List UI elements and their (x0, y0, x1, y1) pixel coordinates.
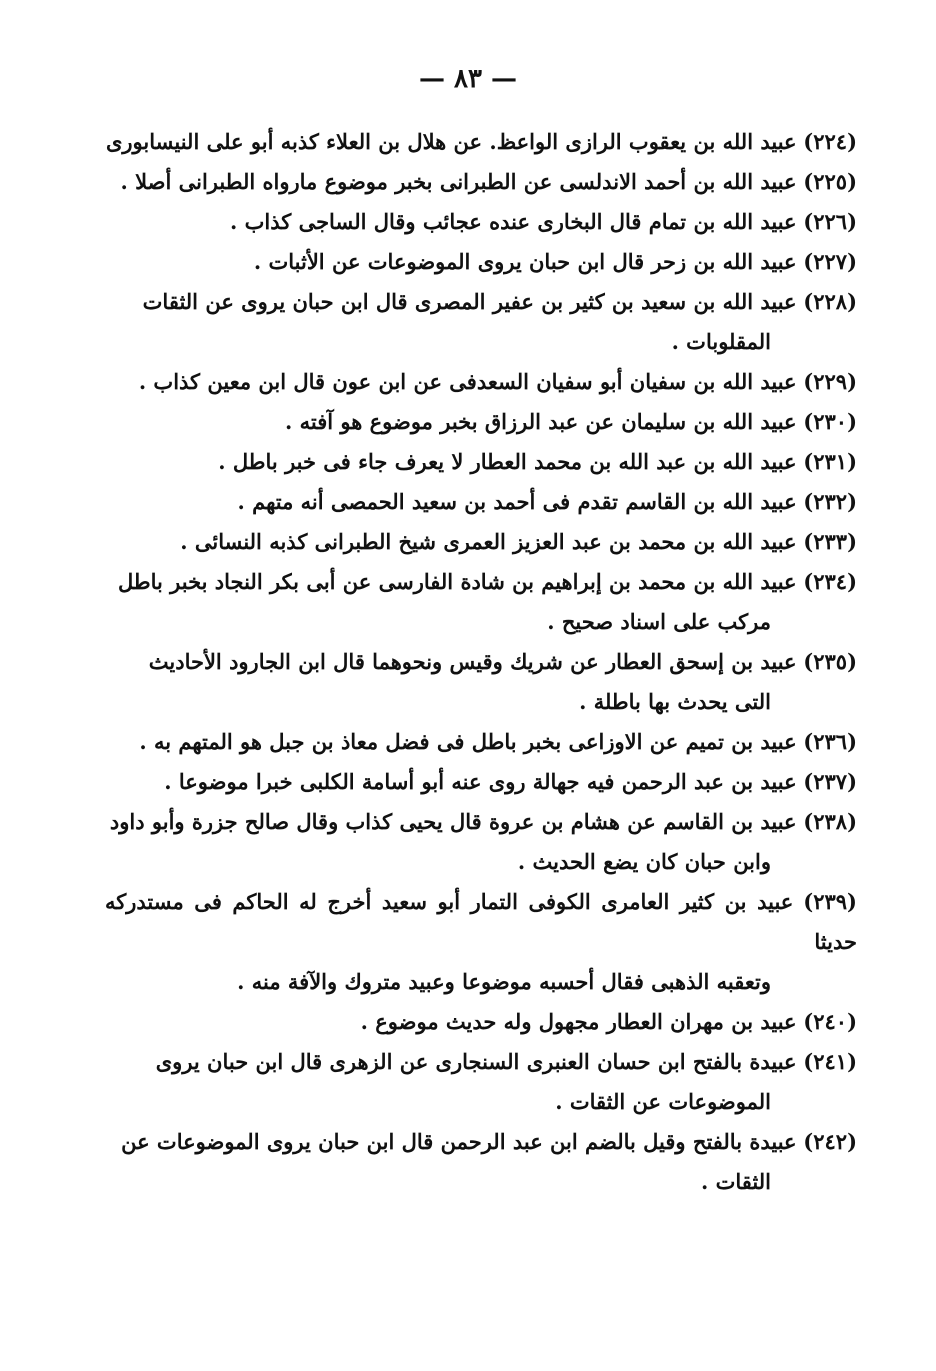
entry-number: (٢٣٦) (803, 729, 857, 754)
entry-continuation: وابن حبان كان يضع الحديث . (517, 849, 771, 874)
page-number: — ٨٣ — (418, 64, 518, 94)
entry-number: (٢٤٢) (803, 1129, 857, 1154)
entry-number: (٢٢٨) (803, 289, 857, 314)
entry-235 (105, 642, 857, 722)
entry-text: عبيدة بالفتح ابن حسان العنبرى السنجارى عن الزهرى قال ابن حبان يروى (155, 1049, 797, 1074)
entry-text: عبيد بن إسحق العطار عن شريك وقيس ونحوهما قال ابن الجارود الأحاديث (148, 649, 797, 674)
entry-continuation: التى يحدث بها باطلة . (579, 689, 771, 714)
entry-234 (105, 562, 857, 642)
entry-231 (105, 442, 857, 482)
entry-text: عبيد الله بن زحر قال ابن حبان يروى الموضوعات عن الأثبات . (253, 249, 797, 274)
entry-number: (٢٣٣) (803, 529, 857, 554)
entry-text: عبيد الله بن عبد الله بن محمد العطار لا يعرف جاء فى خبر باطل . (218, 449, 797, 474)
entry-number: (٢٣٩) (803, 889, 857, 914)
entry-number: (٢٣٤) (803, 569, 857, 594)
entry-continuation: المقلوبات . (671, 329, 771, 354)
entry-text: عبيد الله بن سعيد بن كثير بن عفير المصرى قال ابن حبان يروى عن الثقات (142, 289, 797, 314)
entry-number: (٢٣٢) (803, 489, 857, 514)
entry-continuation: الموضوعات عن الثقات . (555, 1089, 771, 1114)
entry-225 (105, 162, 857, 202)
entry-239 (105, 882, 857, 1002)
entry-text: عبيد الله بن سفيان أبو سفيان السعدفى عن ابن عون قال ابن معين كذاب . (138, 369, 797, 394)
entry-text: عبيد بن تميم عن الاوزاعى بخبر باطل فى فضل معاذ بن جبل هو المتهم به . (139, 729, 797, 754)
entry-continuation: وتعقبه الذهبى فقال أحسبه موضوعا وعبيد متروك والآفة منه . (237, 969, 771, 994)
entry-number: (٢٣٥) (803, 649, 857, 674)
entry-number: (٢٣٠) (803, 409, 857, 434)
entry-241 (105, 1042, 857, 1122)
entry-number: (٢٤٠) (803, 1009, 857, 1034)
entry-text: عبيد الله بن محمد بن عبد العزيز العمرى شيخ الطبرانى كذبه النسائى . (180, 529, 797, 554)
entry-text: عبيد بن كثير العامرى الكوفى التمار أبو سعيد أخرج له الحاكم فى مستدركه حديثا (105, 889, 857, 954)
entry-text: عبيد الله بن أحمد الاندلسى عن الطبرانى بخبر موضوع مارواه الطبرانى أصلا . (120, 169, 797, 194)
entry-text: عبيد بن عبد الرحمن فيه جهالة روى عنه أبو أسامة الكلبى خبرا موضوعا . (164, 769, 797, 794)
entry-continuation: مركب على اسناد صحيح . (547, 609, 771, 634)
entry-242 (105, 1122, 857, 1202)
entries-list (105, 122, 857, 1202)
entry-233 (105, 522, 857, 562)
entry-text: عبيدة بالفتح وقيل بالضم ابن عبد الرحمن قال ابن حبان يروى الموضوعات عن (121, 1129, 797, 1154)
entry-text: عبيد الله بن سليمان عن عبد الرزاق بخبر موضوع هو آفته . (284, 409, 797, 434)
entry-number: (٢٢٦) (803, 209, 857, 234)
entry-text: عبيد بن مهران العطار مجهول وله حديث موضوع . (360, 1009, 797, 1034)
entry-230 (105, 402, 857, 442)
entry-224 (105, 122, 857, 162)
entry-226 (105, 202, 857, 242)
entry-number: (٢٢٩) (803, 369, 857, 394)
entry-227 (105, 242, 857, 282)
entry-text: عبيد الله بن القاسم تقدم فى أحمد بن سعيد الحمصى أنه متهم . (237, 489, 797, 514)
entry-238 (105, 802, 857, 882)
entry-number: (٢٣٨) (803, 809, 857, 834)
entry-228 (105, 282, 857, 362)
entry-number: (٢٢٥) (803, 169, 857, 194)
entry-text: عبيد بن القاسم عن هشام بن عروة قال يحيى كذاب وقال صالح جزرة وأبو داود (109, 809, 797, 834)
entry-229 (105, 362, 857, 402)
entry-text: عبيد الله بن تمام قال البخارى عنده عجائب وقال الساجى كذاب . (230, 209, 797, 234)
entry-240 (105, 1002, 857, 1042)
entry-number: (٢٤١) (803, 1049, 857, 1074)
entry-continuation: الثقات . (701, 1169, 771, 1194)
entry-number: (٢٢٧) (803, 249, 857, 274)
entry-232 (105, 482, 857, 522)
entry-text: عبيد الله بن يعقوب الرازى الواعظ. عن هلال بن العلاء كذبه أبو على النيسابورى (105, 129, 797, 154)
entry-236 (105, 722, 857, 762)
entry-number: (٢٣٧) (803, 769, 857, 794)
entry-number: (٢٣١) (803, 449, 857, 474)
entry-237 (105, 762, 857, 802)
entry-number: (٢٢٤) (803, 129, 857, 154)
entry-text: عبيد الله بن محمد بن إبراهيم بن شادة الفارسى عن أبى بكر النجاد بخبر باطل (117, 569, 797, 594)
